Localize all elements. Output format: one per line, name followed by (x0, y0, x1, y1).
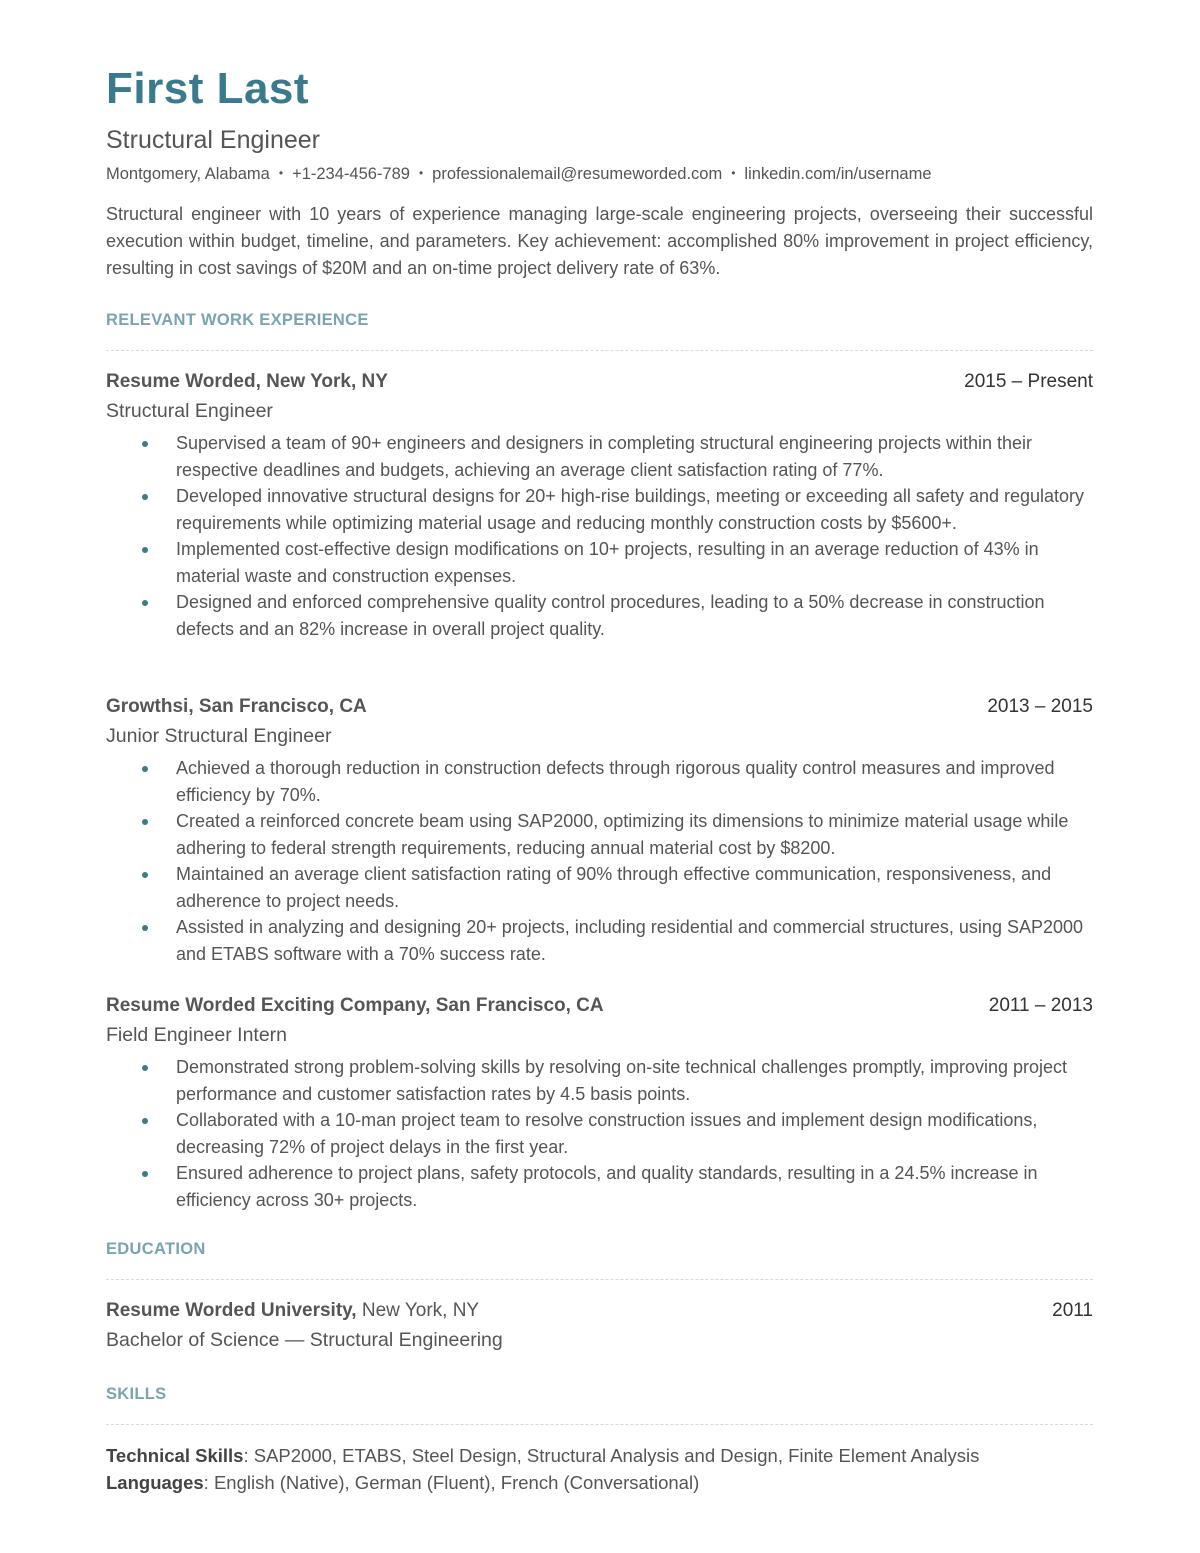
section-heading-education: EDUCATION (106, 1240, 206, 1258)
education-university: Resume Worded University, (106, 1300, 357, 1321)
job-bullet: Supervised a team of 90+ engineers and designers in completing structural engineering projects within their respective deadlines and budgets, achieving an average client satisfaction rating of 77%. (106, 430, 1093, 483)
skills-languages-label: Languages (106, 1472, 204, 1493)
skills-languages (106, 1469, 699, 1496)
job-bullet: Designed and enforced comprehensive quality control procedures, leading to a 50% decrease in construction defects and an 82% increase in overall project quality. (106, 589, 1093, 642)
separator-dot-icon: • (731, 166, 736, 180)
job-company: Growthsi, San Francisco, CA (106, 696, 367, 717)
skills-technical-label: Technical Skills (106, 1445, 244, 1466)
separator-dot-icon: • (418, 166, 424, 180)
job-bullet: Implemented cost-effective design modifications on 10+ projects, resulting in an average reduction of 43% in material waste and construction expenses. (106, 536, 1093, 589)
bullet-dot-icon (142, 1118, 148, 1124)
bullet-dot-icon (142, 600, 148, 606)
section-divider (106, 350, 1093, 351)
section-heading-experience: RELEVANT WORK EXPERIENCE (106, 311, 369, 329)
education-entry (106, 1297, 1093, 1355)
job-bullet: Demonstrated strong problem-solving skills by resolving on-site technical challenges promptly, improving project performance and customer satisfaction rates by 4.5 basis points. (106, 1054, 1093, 1107)
job-title: Structural Engineer (106, 126, 321, 154)
job-role: Structural Engineer (106, 400, 273, 422)
job-entry (106, 992, 1093, 1213)
bullet-dot-icon (142, 494, 148, 500)
bullet-dot-icon (142, 1171, 148, 1177)
bullet-dot-icon (142, 1065, 148, 1071)
job-dates: 2013 – 2015 (987, 696, 1093, 717)
bullet-dot-icon (142, 872, 148, 878)
bullet-dot-icon (142, 441, 148, 447)
job-bullet: Achieved a thorough reduction in construction defects through rigorous quality control measures and improved efficiency by 70%. (106, 755, 1093, 808)
job-bullet: Maintained an average client satisfaction rating of 90% through effective communication, responsiveness, and adherence to project needs. (106, 861, 1093, 914)
section-divider (106, 1279, 1093, 1280)
job-role: Junior Structural Engineer (106, 725, 332, 747)
contact-phone[interactable]: +1-234-456-789 (292, 165, 410, 183)
education-year: 2011 (1052, 1300, 1093, 1321)
contact-line (106, 162, 932, 185)
job-entry (106, 368, 1093, 642)
education-location: New York, NY (356, 1300, 480, 1321)
job-company: Resume Worded, New York, NY (106, 371, 388, 392)
candidate-name: First Last (106, 64, 310, 113)
summary-paragraph: Structural engineer with 10 years of experience managing large-scale engineering projects, overseeing their successful execution within budget, timeline, and parameters. Key achievement: accomplished 80% improvement in project efficiency, resulting in cost savings of $20M and an on-time project delivery rate of 63%. (106, 204, 1093, 278)
separator-dot-icon: • (278, 166, 284, 180)
skills-technical (106, 1442, 979, 1469)
skills-languages-value: : English (Native), German (Fluent), French (Conversational) (203, 1472, 700, 1493)
bullet-dot-icon (142, 547, 148, 553)
job-dates: 2015 – Present (964, 371, 1093, 392)
job-entry (106, 693, 1093, 967)
contact-location: Montgomery, Alabama (106, 165, 270, 183)
job-bullet: Collaborated with a 10-man project team to resolve construction issues and implement design modifications, decreasing 72% of project delays in the first year. (106, 1107, 1093, 1160)
bullet-dot-icon (142, 819, 148, 825)
section-divider (106, 1424, 1093, 1425)
job-bullet: Developed innovative structural designs for 20+ high-rise buildings, meeting or exceeding all safety and regulatory requirements while optimizing material usage and reducing monthly construction costs by $5600+. (106, 483, 1093, 536)
job-bullet: Assisted in analyzing and designing 20+ projects, including residential and commercial structures, using SAP2000 and ETABS software with a 70% success rate. (106, 914, 1093, 967)
section-heading-skills: SKILLS (106, 1385, 167, 1403)
skills-technical-value: : SAP2000, ETABS, Steel Design, Structural Analysis and Design, Finite Element Analysis (243, 1445, 980, 1466)
contact-email[interactable]: professionalemail@resumeworded.com (432, 165, 723, 183)
job-company: Resume Worded Exciting Company, San Francisco, CA (106, 995, 604, 1016)
contact-linkedin[interactable]: linkedin.com/in/username (744, 165, 932, 183)
job-role: Field Engineer Intern (106, 1024, 288, 1046)
job-bullet: Created a reinforced concrete beam using SAP2000, optimizing its dimensions to minimize material usage while adhering to federal strength requirements, reducing annual material cost by $8200. (106, 808, 1093, 861)
bullet-dot-icon (142, 925, 148, 931)
job-dates: 2011 – 2013 (988, 995, 1093, 1016)
education-degree: Bachelor of Science — Structural Engineering (106, 1329, 503, 1351)
job-bullet: Ensured adherence to project plans, safety protocols, and quality standards, resulting in a 24.5% increase in efficiency across 30+ projects. (106, 1160, 1093, 1213)
bullet-dot-icon (142, 766, 148, 772)
